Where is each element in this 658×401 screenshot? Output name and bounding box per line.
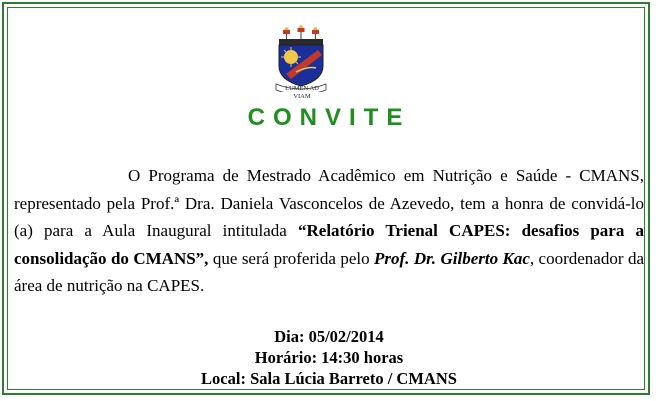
invitation-paragraph	[14, 162, 644, 300]
event-time: Horário: 14:30 horas	[254, 348, 404, 367]
paragraph-intro: O Programa de Mestrado Acadêmico em Nutrição e Saúde - CMANS, representado pela Prof.ª Dra. Daniela Vasconcelos de Azevedo, tem a honra de convidá-lo (a) para a Aula Inaugural intitulada	[14, 166, 644, 240]
university-seal-icon	[274, 24, 328, 92]
event-details	[0, 326, 658, 389]
seal-motto: LUMEN AD VIAM	[285, 85, 319, 100]
page-title: CONVITE	[247, 104, 411, 131]
event-date: Dia: 05/02/2014	[274, 327, 384, 346]
paragraph-middle: que será proferida pelo	[208, 248, 375, 268]
event-location: Local: Sala Lúcia Barreto / CMANS	[201, 369, 457, 388]
lecture-title: “Relatório Trienal CAPES: desafios para a consolidação do CMANS”,	[14, 221, 644, 268]
paragraph-end: , coordenador da área de nutrição na CAPES.	[14, 248, 644, 295]
speaker-name: Prof. Dr. Gilberto Kac	[374, 248, 530, 268]
